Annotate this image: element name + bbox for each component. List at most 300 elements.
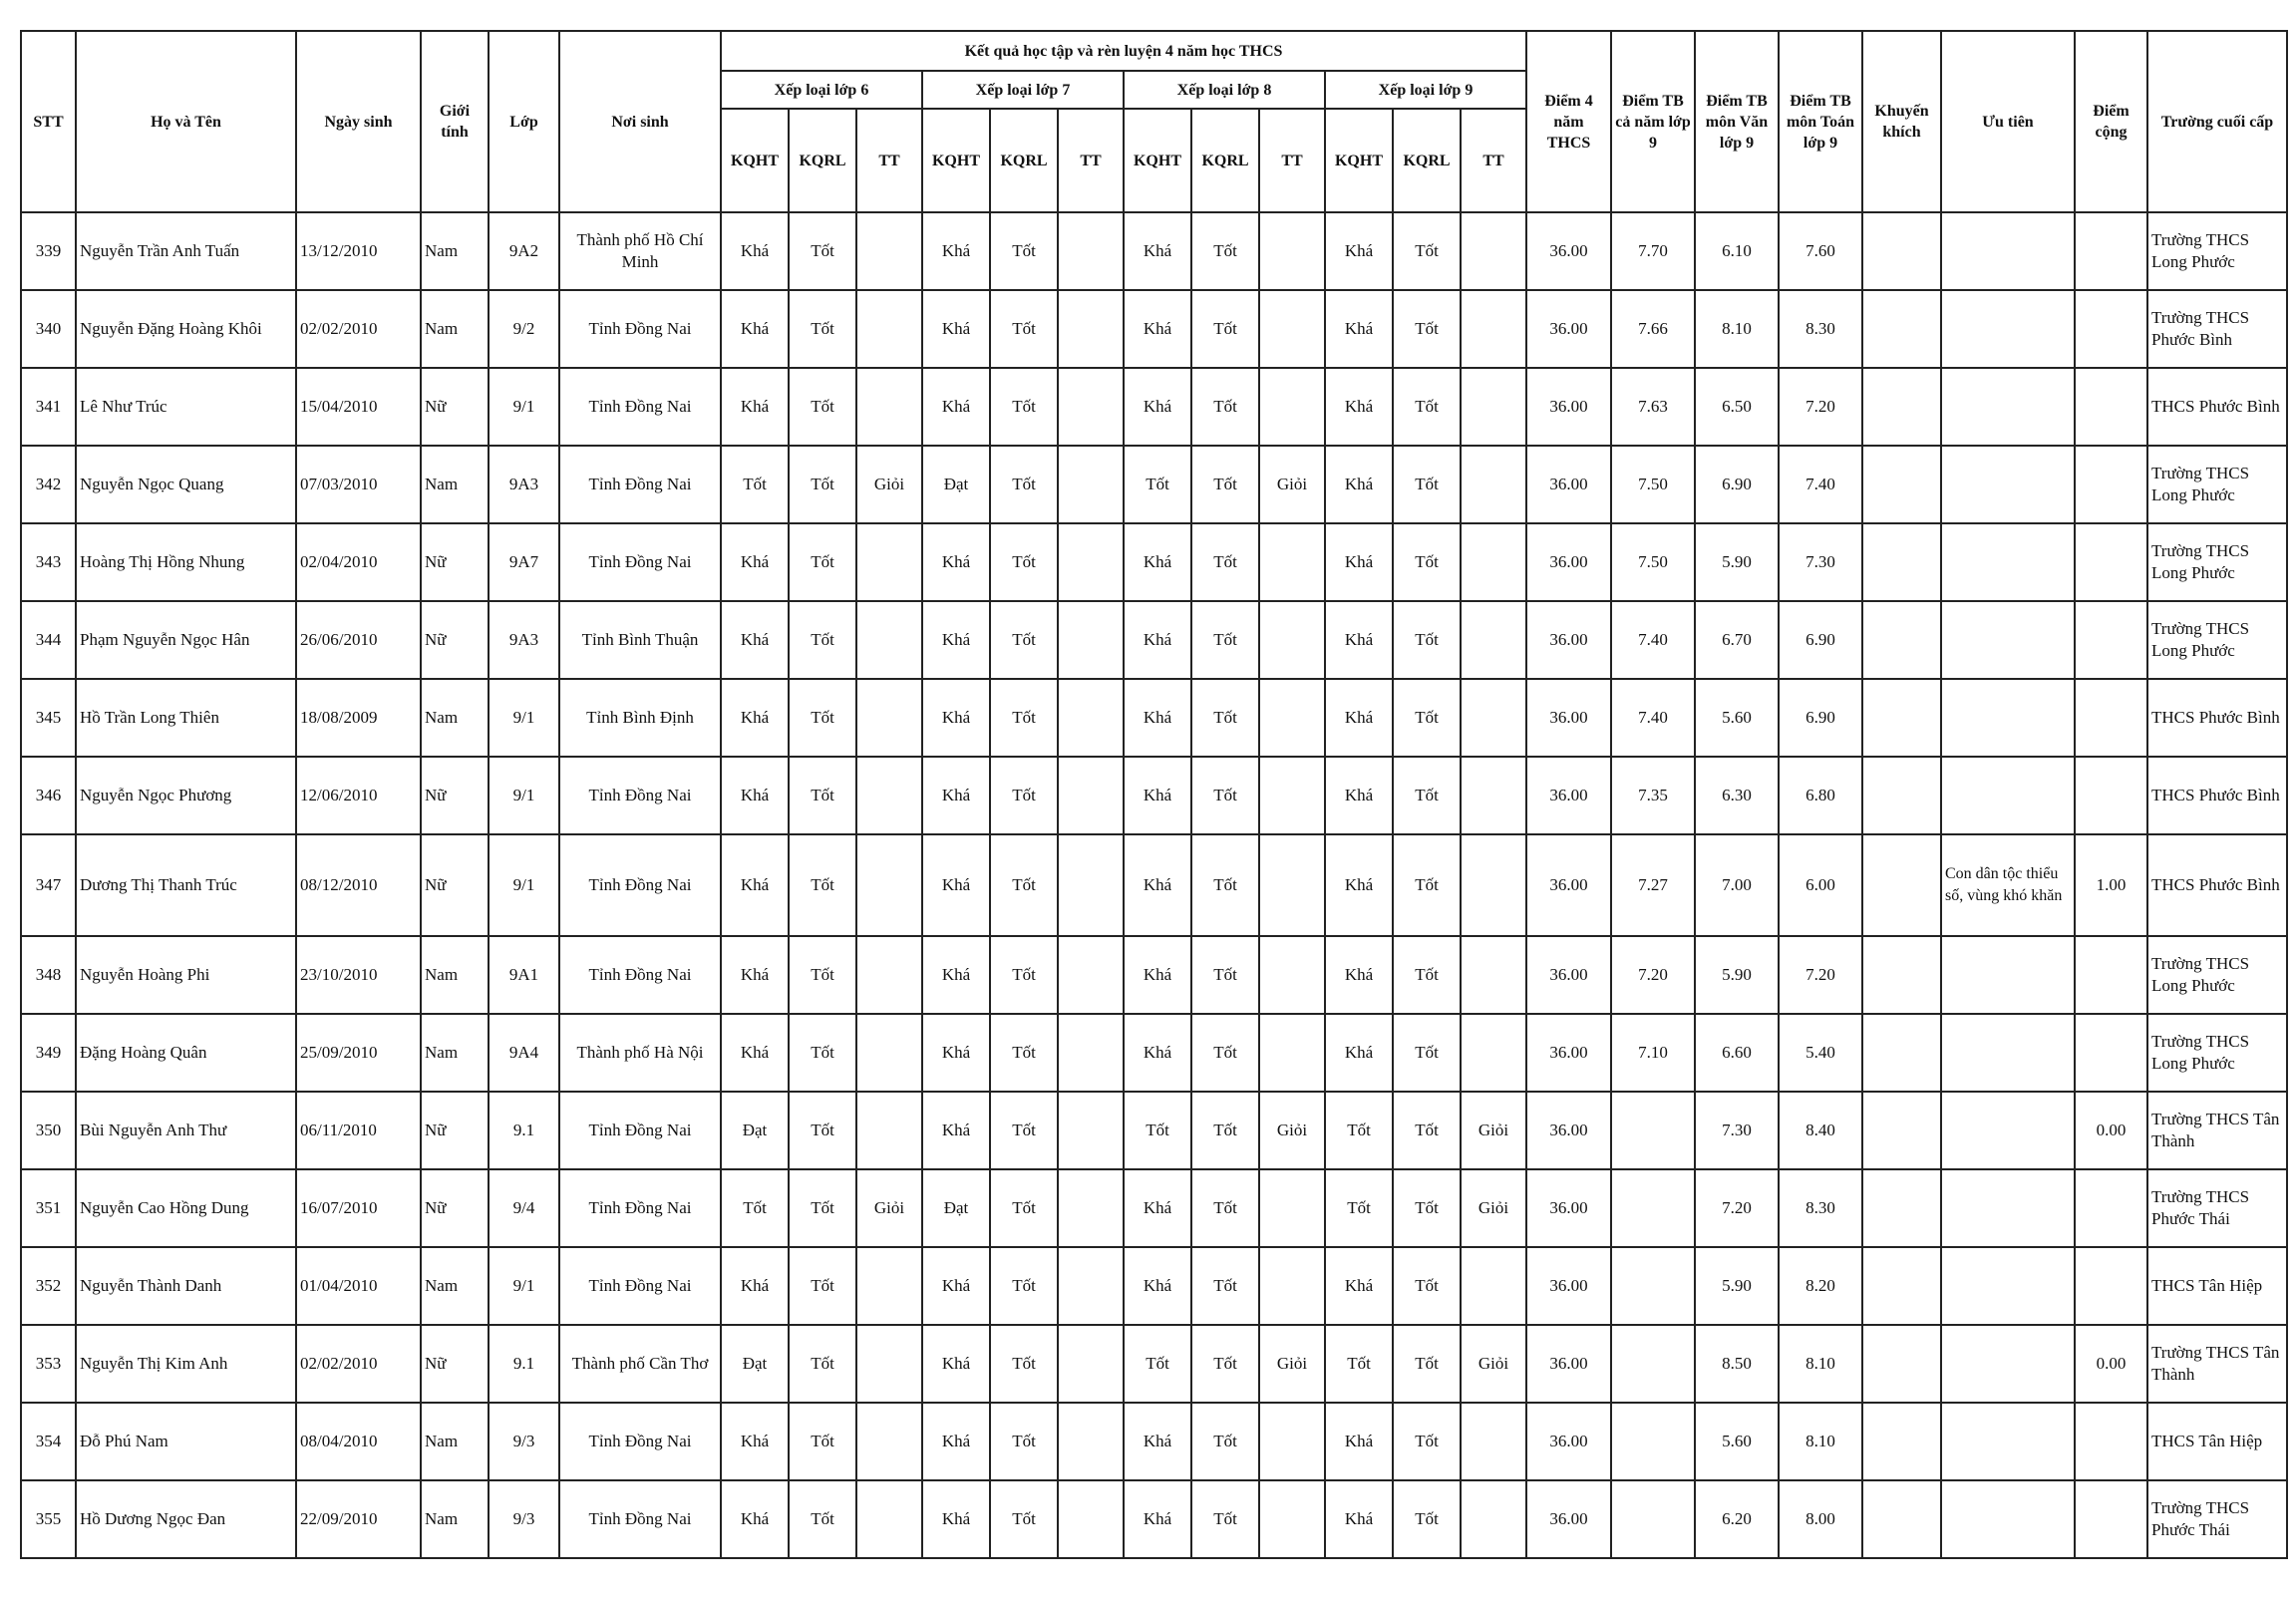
cell-g9-tt (1461, 523, 1526, 601)
cell-school: Trường THCS Long Phước (2147, 523, 2287, 601)
cell-g9-kqht: Khá (1325, 757, 1393, 834)
cell-encourage (1862, 446, 1941, 523)
cell-name: Nguyễn Thành Danh (76, 1247, 296, 1325)
cell-g8-tt (1259, 1169, 1325, 1247)
cell-bonus (2075, 1247, 2147, 1325)
table-row (21, 1325, 2287, 1403)
cell-g6-tt (856, 1325, 922, 1403)
cell-encourage (1862, 1014, 1941, 1092)
header-results-group: Kết quả học tập và rèn luyện 4 năm học THCS (721, 31, 1526, 71)
cell-class: 9/2 (489, 290, 559, 368)
table-row (21, 1480, 2287, 1558)
cell-g7-kqht: Đạt (922, 446, 990, 523)
cell-g9-tt (1461, 601, 1526, 679)
cell-g8-tt (1259, 834, 1325, 936)
cell-birthplace: Tỉnh Đồng Nai (559, 757, 721, 834)
results-table (20, 30, 2288, 1559)
cell-dob: 02/02/2010 (296, 290, 421, 368)
cell-g7-tt (1058, 1092, 1124, 1169)
table-row (21, 290, 2287, 368)
cell-name: Đặng Hoàng Quân (76, 1014, 296, 1092)
cell-g9-tt (1461, 834, 1526, 936)
cell-g9-tt: Giỏi (1461, 1092, 1526, 1169)
cell-g9-kqht: Khá (1325, 601, 1393, 679)
header-grade8: Xếp loại lớp 8 (1124, 71, 1325, 109)
cell-avg9: 7.50 (1611, 523, 1695, 601)
cell-lit9: 5.90 (1695, 1247, 1779, 1325)
cell-avg9 (1611, 1169, 1695, 1247)
cell-g7-kqrl: Tốt (990, 1480, 1058, 1558)
cell-gender: Nữ (421, 523, 489, 601)
table-row (21, 1014, 2287, 1092)
cell-score4: 36.00 (1526, 936, 1611, 1014)
cell-g9-kqrl: Tốt (1393, 679, 1461, 757)
cell-dob: 08/12/2010 (296, 834, 421, 936)
cell-g7-tt (1058, 1247, 1124, 1325)
cell-bonus (2075, 368, 2147, 446)
cell-gender: Nam (421, 936, 489, 1014)
table-row (21, 446, 2287, 523)
cell-g6-kqrl: Tốt (789, 446, 856, 523)
table-row (21, 1092, 2287, 1169)
cell-class: 9/4 (489, 1169, 559, 1247)
cell-score4: 36.00 (1526, 1169, 1611, 1247)
cell-g7-kqht: Khá (922, 212, 990, 290)
cell-g8-kqrl: Tốt (1191, 936, 1259, 1014)
cell-gender: Nữ (421, 757, 489, 834)
cell-g8-kqrl: Tốt (1191, 523, 1259, 601)
table-row (21, 212, 2287, 290)
cell-g8-kqrl: Tốt (1191, 290, 1259, 368)
cell-encourage (1862, 757, 1941, 834)
cell-stt: 353 (21, 1325, 76, 1403)
cell-g9-kqht: Tốt (1325, 1325, 1393, 1403)
cell-g6-kqht: Khá (721, 212, 789, 290)
cell-lit9: 6.60 (1695, 1014, 1779, 1092)
cell-g7-tt (1058, 757, 1124, 834)
cell-g7-kqrl: Tốt (990, 1092, 1058, 1169)
header-kqht: KQHT (1325, 109, 1393, 212)
header-kqht: KQHT (1124, 109, 1191, 212)
cell-g9-kqht: Tốt (1325, 1169, 1393, 1247)
cell-g7-kqht: Khá (922, 601, 990, 679)
cell-g9-kqht: Khá (1325, 1247, 1393, 1325)
cell-encourage (1862, 523, 1941, 601)
cell-g9-kqht: Khá (1325, 446, 1393, 523)
cell-lit9: 6.30 (1695, 757, 1779, 834)
cell-g8-kqht: Khá (1124, 290, 1191, 368)
cell-g7-tt (1058, 1014, 1124, 1092)
cell-g7-tt (1058, 446, 1124, 523)
cell-g6-tt (856, 1403, 922, 1480)
cell-school: Trường THCS Phước Thái (2147, 1480, 2287, 1558)
cell-encourage (1862, 290, 1941, 368)
cell-g9-tt (1461, 1014, 1526, 1092)
cell-school: THCS Phước Bình (2147, 834, 2287, 936)
cell-lit9: 7.00 (1695, 834, 1779, 936)
cell-g6-kqrl: Tốt (789, 1092, 856, 1169)
cell-birthplace: Tỉnh Đồng Nai (559, 1092, 721, 1169)
cell-g8-kqht: Khá (1124, 1169, 1191, 1247)
cell-g9-kqrl: Tốt (1393, 1169, 1461, 1247)
table-row (21, 601, 2287, 679)
cell-math9: 8.40 (1779, 1092, 1862, 1169)
cell-lit9: 5.60 (1695, 679, 1779, 757)
cell-math9: 8.20 (1779, 1247, 1862, 1325)
cell-g8-kqrl: Tốt (1191, 1169, 1259, 1247)
cell-g7-kqrl: Tốt (990, 936, 1058, 1014)
cell-encourage (1862, 1092, 1941, 1169)
header-grade6: Xếp loại lớp 6 (721, 71, 922, 109)
cell-priority (1941, 523, 2075, 601)
cell-birthplace: Tỉnh Đồng Nai (559, 1480, 721, 1558)
cell-class: 9.1 (489, 1092, 559, 1169)
cell-stt: 354 (21, 1403, 76, 1480)
cell-school: Trường THCS Tân Thành (2147, 1325, 2287, 1403)
cell-g6-kqrl: Tốt (789, 368, 856, 446)
cell-g7-kqht: Khá (922, 523, 990, 601)
cell-g8-tt: Giỏi (1259, 1325, 1325, 1403)
cell-g7-tt (1058, 212, 1124, 290)
cell-g8-kqht: Khá (1124, 1247, 1191, 1325)
cell-g7-kqrl: Tốt (990, 601, 1058, 679)
cell-g6-kqrl: Tốt (789, 936, 856, 1014)
table-row (21, 368, 2287, 446)
cell-bonus (2075, 446, 2147, 523)
cell-dob: 23/10/2010 (296, 936, 421, 1014)
cell-birthplace: Tỉnh Đồng Nai (559, 1403, 721, 1480)
cell-g8-kqrl: Tốt (1191, 1480, 1259, 1558)
cell-bonus (2075, 1480, 2147, 1558)
table-row (21, 757, 2287, 834)
cell-g9-kqrl: Tốt (1393, 1325, 1461, 1403)
cell-priority (1941, 446, 2075, 523)
cell-class: 9A3 (489, 446, 559, 523)
cell-g8-tt (1259, 1480, 1325, 1558)
cell-g7-tt (1058, 290, 1124, 368)
cell-dob: 02/04/2010 (296, 523, 421, 601)
cell-score4: 36.00 (1526, 1403, 1611, 1480)
cell-g9-kqrl: Tốt (1393, 1480, 1461, 1558)
cell-bonus (2075, 1169, 2147, 1247)
cell-bonus (2075, 212, 2147, 290)
cell-priority (1941, 757, 2075, 834)
cell-math9: 7.30 (1779, 523, 1862, 601)
cell-g7-kqht: Khá (922, 290, 990, 368)
cell-priority (1941, 679, 2075, 757)
cell-class: 9A7 (489, 523, 559, 601)
cell-g9-kqrl: Tốt (1393, 834, 1461, 936)
cell-g9-kqrl: Tốt (1393, 1014, 1461, 1092)
cell-g7-kqrl: Tốt (990, 1403, 1058, 1480)
cell-name: Nguyễn Cao Hồng Dung (76, 1169, 296, 1247)
cell-dob: 25/09/2010 (296, 1014, 421, 1092)
cell-lit9: 6.10 (1695, 212, 1779, 290)
cell-g6-kqrl: Tốt (789, 1247, 856, 1325)
cell-encourage (1862, 601, 1941, 679)
cell-g9-kqht: Khá (1325, 834, 1393, 936)
cell-g6-kqht: Khá (721, 290, 789, 368)
cell-gender: Nam (421, 290, 489, 368)
header-tt: TT (856, 109, 922, 212)
cell-avg9 (1611, 1403, 1695, 1480)
cell-g9-tt (1461, 212, 1526, 290)
cell-name: Nguyễn Trần Anh Tuấn (76, 212, 296, 290)
cell-math9: 6.90 (1779, 679, 1862, 757)
cell-lit9: 5.90 (1695, 936, 1779, 1014)
cell-lit9: 6.90 (1695, 446, 1779, 523)
cell-bonus (2075, 757, 2147, 834)
cell-score4: 36.00 (1526, 1480, 1611, 1558)
cell-avg9: 7.40 (1611, 679, 1695, 757)
cell-g6-tt (856, 1247, 922, 1325)
cell-g6-tt (856, 936, 922, 1014)
cell-g6-kqht: Đạt (721, 1092, 789, 1169)
table-row (21, 936, 2287, 1014)
header-tt: TT (1259, 109, 1325, 212)
cell-g8-kqrl: Tốt (1191, 212, 1259, 290)
cell-avg9: 7.27 (1611, 834, 1695, 936)
cell-score4: 36.00 (1526, 601, 1611, 679)
cell-gender: Nam (421, 679, 489, 757)
cell-g6-kqrl: Tốt (789, 757, 856, 834)
cell-g9-kqrl: Tốt (1393, 1403, 1461, 1480)
cell-score4: 36.00 (1526, 446, 1611, 523)
cell-g8-kqrl: Tốt (1191, 446, 1259, 523)
cell-g6-tt (856, 757, 922, 834)
cell-birthplace: Tỉnh Đồng Nai (559, 1247, 721, 1325)
cell-g7-kqrl: Tốt (990, 212, 1058, 290)
cell-g6-kqrl: Tốt (789, 834, 856, 936)
cell-bonus (2075, 523, 2147, 601)
cell-encourage (1862, 1325, 1941, 1403)
cell-birthplace: Tỉnh Đồng Nai (559, 834, 721, 936)
cell-school: Trường THCS Long Phước (2147, 601, 2287, 679)
cell-g6-kqht: Tốt (721, 446, 789, 523)
header-stt: STT (21, 31, 76, 212)
cell-bonus (2075, 936, 2147, 1014)
cell-math9: 7.60 (1779, 212, 1862, 290)
cell-g9-kqrl: Tốt (1393, 290, 1461, 368)
cell-g8-kqrl: Tốt (1191, 1403, 1259, 1480)
cell-stt: 345 (21, 679, 76, 757)
cell-g7-tt (1058, 1403, 1124, 1480)
cell-birthplace: Tỉnh Bình Thuận (559, 601, 721, 679)
cell-g8-kqht: Khá (1124, 936, 1191, 1014)
cell-g7-tt (1058, 1325, 1124, 1403)
cell-name: Nguyễn Đặng Hoàng Khôi (76, 290, 296, 368)
cell-dob: 18/08/2009 (296, 679, 421, 757)
cell-score4: 36.00 (1526, 1325, 1611, 1403)
cell-birthplace: Tỉnh Đồng Nai (559, 936, 721, 1014)
cell-g7-kqrl: Tốt (990, 523, 1058, 601)
cell-class: 9/1 (489, 368, 559, 446)
cell-g7-tt (1058, 368, 1124, 446)
cell-g7-kqrl: Tốt (990, 1325, 1058, 1403)
cell-avg9: 7.63 (1611, 368, 1695, 446)
cell-birthplace: Tỉnh Đồng Nai (559, 446, 721, 523)
cell-encourage (1862, 834, 1941, 936)
cell-g7-tt (1058, 601, 1124, 679)
cell-g6-kqht: Khá (721, 523, 789, 601)
cell-name: Nguyễn Thị Kim Anh (76, 1325, 296, 1403)
cell-g8-kqht: Khá (1124, 757, 1191, 834)
cell-g6-tt (856, 679, 922, 757)
cell-g7-kqht: Khá (922, 1092, 990, 1169)
cell-g9-tt (1461, 936, 1526, 1014)
cell-g6-tt: Giỏi (856, 446, 922, 523)
cell-g8-tt (1259, 1247, 1325, 1325)
cell-g7-kqrl: Tốt (990, 290, 1058, 368)
cell-encourage (1862, 1247, 1941, 1325)
cell-g7-kqrl: Tốt (990, 1247, 1058, 1325)
cell-school: THCS Phước Bình (2147, 679, 2287, 757)
cell-dob: 16/07/2010 (296, 1169, 421, 1247)
cell-gender: Nam (421, 1014, 489, 1092)
cell-g9-kqht: Khá (1325, 1403, 1393, 1480)
cell-g6-tt (856, 1480, 922, 1558)
cell-name: Hồ Dương Ngọc Đan (76, 1480, 296, 1558)
cell-priority (1941, 1325, 2075, 1403)
cell-stt: 350 (21, 1092, 76, 1169)
cell-birthplace: Thành phố Hà Nội (559, 1014, 721, 1092)
cell-g6-tt (856, 601, 922, 679)
cell-g6-kqht: Khá (721, 1247, 789, 1325)
cell-bonus (2075, 1014, 2147, 1092)
cell-g6-kqrl: Tốt (789, 212, 856, 290)
cell-g7-tt (1058, 1480, 1124, 1558)
cell-stt: 344 (21, 601, 76, 679)
cell-school: THCS Tân Hiệp (2147, 1403, 2287, 1480)
cell-g6-tt (856, 1092, 922, 1169)
cell-g7-kqrl: Tốt (990, 368, 1058, 446)
cell-class: 9.1 (489, 1325, 559, 1403)
cell-lit9: 6.70 (1695, 601, 1779, 679)
cell-bonus (2075, 679, 2147, 757)
cell-g9-kqrl: Tốt (1393, 523, 1461, 601)
cell-lit9: 5.90 (1695, 523, 1779, 601)
table-row (21, 1403, 2287, 1480)
cell-g6-tt (856, 212, 922, 290)
cell-g8-kqht: Khá (1124, 1014, 1191, 1092)
cell-score4: 36.00 (1526, 1092, 1611, 1169)
cell-encourage (1862, 1169, 1941, 1247)
cell-g6-kqht: Khá (721, 601, 789, 679)
cell-encourage (1862, 368, 1941, 446)
cell-g6-kqht: Khá (721, 834, 789, 936)
cell-school: THCS Tân Hiệp (2147, 1247, 2287, 1325)
cell-g6-kqht: Khá (721, 1014, 789, 1092)
cell-g8-kqht: Khá (1124, 368, 1191, 446)
cell-priority (1941, 290, 2075, 368)
cell-g6-kqrl: Tốt (789, 1169, 856, 1247)
cell-bonus (2075, 601, 2147, 679)
cell-dob: 15/04/2010 (296, 368, 421, 446)
cell-g7-kqrl: Tốt (990, 446, 1058, 523)
cell-class: 9A2 (489, 212, 559, 290)
cell-priority (1941, 601, 2075, 679)
header-class: Lớp (489, 31, 559, 212)
cell-dob: 06/11/2010 (296, 1092, 421, 1169)
header-kqht: KQHT (922, 109, 990, 212)
cell-g9-kqht: Khá (1325, 1014, 1393, 1092)
header-school: Trường cuối cấp (2147, 31, 2287, 212)
cell-priority (1941, 212, 2075, 290)
cell-class: 9A4 (489, 1014, 559, 1092)
cell-class: 9/3 (489, 1480, 559, 1558)
cell-avg9: 7.10 (1611, 1014, 1695, 1092)
cell-g6-kqrl: Tốt (789, 290, 856, 368)
table-row (21, 1169, 2287, 1247)
cell-g9-kqrl: Tốt (1393, 936, 1461, 1014)
cell-encourage (1862, 1403, 1941, 1480)
cell-birthplace: Thành phố Cần Thơ (559, 1325, 721, 1403)
header-encourage: Khuyến khích (1862, 31, 1941, 212)
header-math9: Điểm TB môn Toán lớp 9 (1779, 31, 1862, 212)
table-row (21, 834, 2287, 936)
cell-g7-kqht: Khá (922, 368, 990, 446)
cell-math9: 6.80 (1779, 757, 1862, 834)
cell-stt: 355 (21, 1480, 76, 1558)
cell-lit9: 6.50 (1695, 368, 1779, 446)
cell-g7-kqrl: Tốt (990, 757, 1058, 834)
header-gender: Giới tính (421, 31, 489, 212)
cell-math9: 6.00 (1779, 834, 1862, 936)
header-grade7: Xếp loại lớp 7 (922, 71, 1124, 109)
cell-dob: 02/02/2010 (296, 1325, 421, 1403)
cell-dob: 22/09/2010 (296, 1480, 421, 1558)
cell-birthplace: Tỉnh Đồng Nai (559, 523, 721, 601)
cell-score4: 36.00 (1526, 368, 1611, 446)
cell-avg9 (1611, 1480, 1695, 1558)
cell-g6-kqrl: Tốt (789, 1325, 856, 1403)
cell-bonus (2075, 1403, 2147, 1480)
header-grade9: Xếp loại lớp 9 (1325, 71, 1526, 109)
header-bonus: Điểm cộng (2075, 31, 2147, 212)
cell-g9-tt (1461, 757, 1526, 834)
cell-encourage (1862, 679, 1941, 757)
cell-g8-tt (1259, 290, 1325, 368)
table-body (21, 212, 2287, 1558)
cell-g8-tt (1259, 523, 1325, 601)
cell-g9-tt (1461, 1480, 1526, 1558)
cell-gender: Nữ (421, 368, 489, 446)
cell-g8-kqht: Khá (1124, 834, 1191, 936)
cell-stt: 347 (21, 834, 76, 936)
cell-g9-tt (1461, 1403, 1526, 1480)
cell-school: THCS Phước Bình (2147, 757, 2287, 834)
cell-class: 9/1 (489, 834, 559, 936)
results-sheet (20, 30, 2288, 1559)
cell-g8-kqrl: Tốt (1191, 1092, 1259, 1169)
cell-gender: Nữ (421, 601, 489, 679)
cell-g9-kqht: Khá (1325, 1480, 1393, 1558)
cell-name: Đỗ Phú Nam (76, 1403, 296, 1480)
cell-gender: Nữ (421, 1169, 489, 1247)
cell-g6-kqrl: Tốt (789, 601, 856, 679)
cell-lit9: 7.20 (1695, 1169, 1779, 1247)
table-row (21, 523, 2287, 601)
cell-bonus: 1.00 (2075, 834, 2147, 936)
cell-g9-tt (1461, 679, 1526, 757)
cell-g6-tt (856, 1014, 922, 1092)
cell-gender: Nam (421, 212, 489, 290)
cell-class: 9/1 (489, 679, 559, 757)
cell-encourage (1862, 212, 1941, 290)
cell-g7-kqht: Khá (922, 1480, 990, 1558)
cell-lit9: 8.50 (1695, 1325, 1779, 1403)
cell-g6-tt (856, 368, 922, 446)
